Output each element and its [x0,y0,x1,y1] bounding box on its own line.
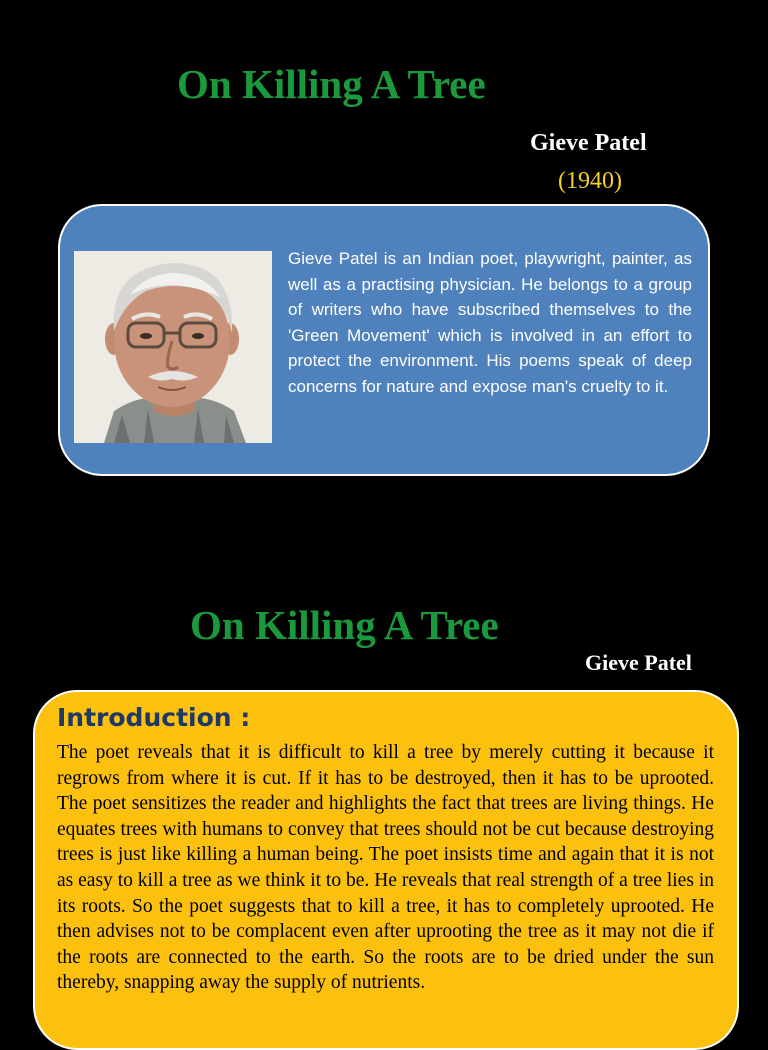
bio-card [58,204,710,476]
intro-heading: Introduction : [57,703,251,732]
slide1-author: Gieve Patel [530,130,647,156]
bio-text: Gieve Patel is an Indian poet, playwright, painter, as well as a practising physician. He belongs to a group of writers who have subscribed themselves to the 'Green Movement' which is involved in an effort to protect the environment. His poems speak of deep concerns for nature and expose man's cruelty to it. [288,249,692,396]
slide2-author: Gieve Patel [585,650,692,675]
portrait-photo-icon [74,251,272,443]
slide2-title: On Killing A Tree [190,602,499,648]
intro-card [33,690,739,1050]
slide1-title: On Killing A Tree [177,61,486,107]
slide1-year: (1940) [558,168,622,194]
intro-text: The poet reveals that it is difficult to kill a tree by merely cutting it because it regrows from where it is cut. If it has to be destroyed, then it has to be uprooted. The poet sensitizes the reader and highlights the fact that trees are living things. He equates trees with humans to convey that trees should not be cut because destroying trees is just like killing a human being. The poet insists time and again that it is not as easy to kill a tree as we think it to be. He reveals that real strength of a tree lies in its roots. So the poet suggests that to kill a tree, it has to completely uprooted. He then advises not to be complacent even after uprooting the tree as it may not die if the roots are connected to the earth. So the roots are to be dried under the sun thereby, snapping away the supply of nutrients. [57,742,714,994]
